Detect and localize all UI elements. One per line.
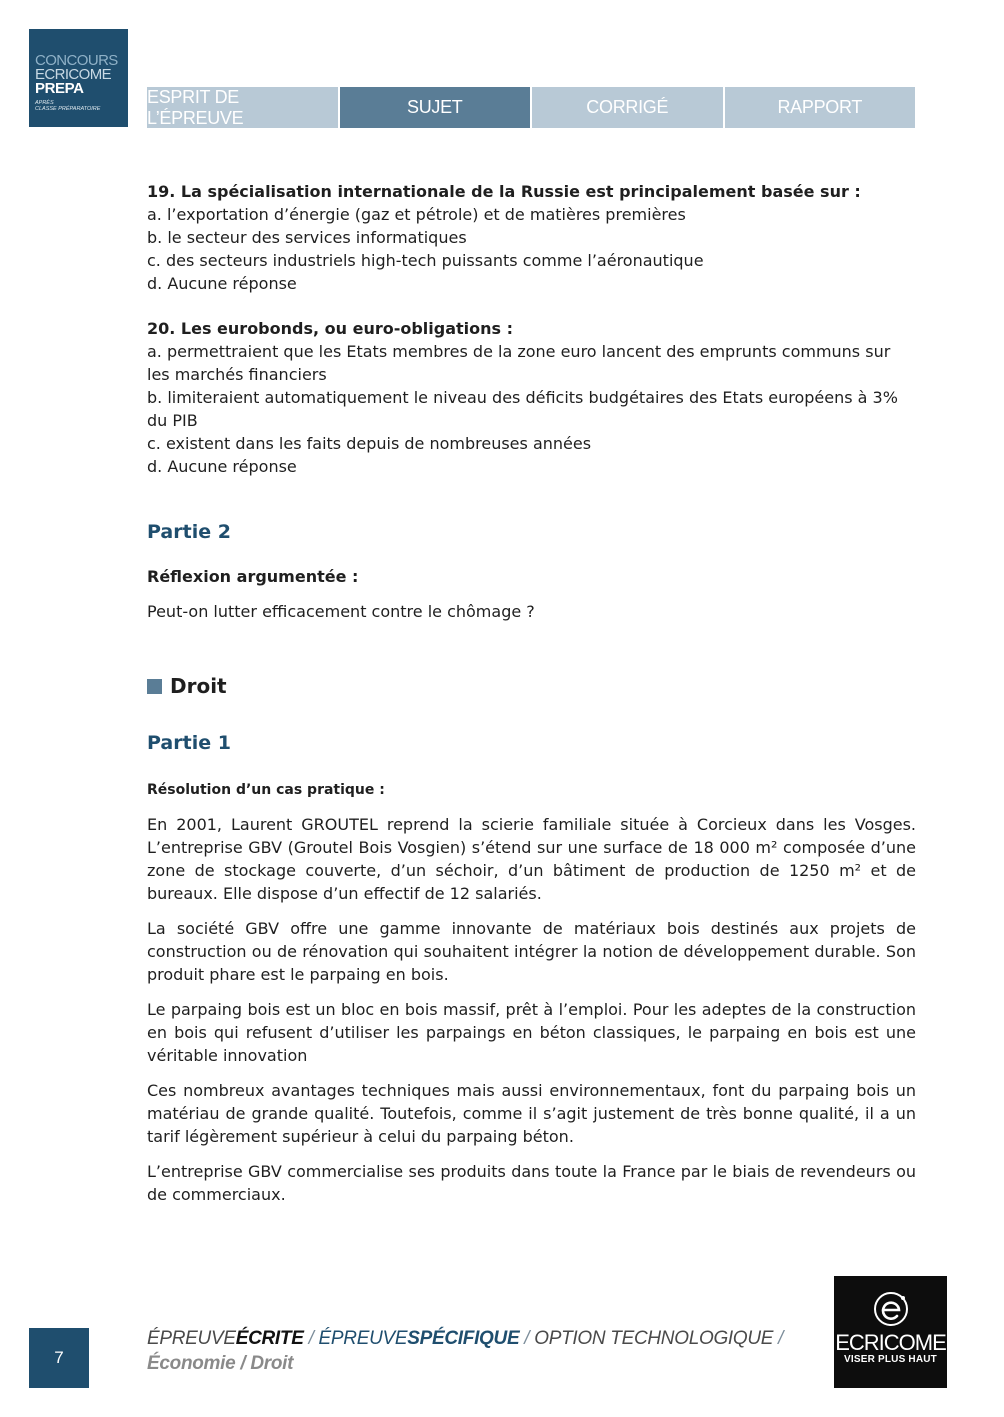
paragraph: En 2001, Laurent GROUTEL reprend la scierie familiale située à Corcieux dans les Vosges. L’entreprise GBV (Groutel Bois Vosgien) s’étend sur une surface de 18 000 m² composée d’une zone de stockage couverte, d’un séchoir, d’un bâtiment de production de 1250 m² et de bureaux. Elle dispose d’un effectif de 12 salariés. <box>147 815 916 903</box>
paragraph: La société GBV offre une gamme innovante de matériaux bois destinés aux projets de construction ou de rénovation qui souhaitent intégrer la notion de développement durable. Son produit phare est le parpaing en bois. <box>147 919 916 984</box>
footer-separator: / <box>773 1328 784 1349</box>
logo-line-concours: CONCOURS <box>35 52 118 69</box>
footer-option: OPTION TECHNOLOGIQUE <box>534 1328 774 1349</box>
answer-option: a. permettraient que les Etats membres de la zone euro lancent des emprunts communs sur les marchés financiers <box>147 342 891 384</box>
reflexion-label: Réflexion argumentée : <box>147 567 359 586</box>
square-bullet-icon <box>147 679 162 694</box>
droit-heading <box>147 673 916 699</box>
footer-title <box>147 1326 807 1376</box>
page-number: 7 <box>29 1328 89 1388</box>
logo-line-apres: APRÈS <box>35 100 54 106</box>
concours-ecricome-logo <box>29 29 128 127</box>
partie-1-heading: Partie 1 <box>147 732 231 754</box>
answer-option: b. limiteraient automatiquement le niveau des déficits budgétaires des Etats européens à 3% du PIB <box>147 388 898 430</box>
ecricome-e-icon <box>872 1290 910 1328</box>
question-19 <box>147 180 916 295</box>
paragraph: Ces nombreux avantages techniques mais aussi environnementaux, font du parpaing bois un matériau de grande qualité. Toutefois, comme il s’agit justement de très bonne qualité, il a un tarif légèrement supérieur à celui du parpaing béton. <box>147 1081 916 1146</box>
tab-sujet[interactable]: SUJET <box>340 87 531 128</box>
paragraph: Le parpaing bois est un bloc en bois massif, prêt à l’emploi. Pour les adeptes de la construction en bois qui refusent d’utiliser les parpaings en béton classiques, le parpaing en bois est une véritable innovation <box>147 1000 916 1065</box>
tab-corrige[interactable]: CORRIGÉ <box>532 87 723 128</box>
document-content <box>147 180 916 1218</box>
logo-name: ECRICOME <box>835 1330 946 1355</box>
answer-option: c. existent dans les faits depuis de nombreuses années <box>147 434 592 453</box>
logo-line-ecricome: ECRICOME <box>35 66 112 83</box>
footer-epreuve-2: ÉPREUVE <box>318 1328 408 1349</box>
case-study-text <box>147 813 916 1206</box>
partie-2-heading: Partie 2 <box>147 521 231 543</box>
footer-separator: / <box>303 1328 319 1349</box>
footer-specifique: SPÉCIFIQUE <box>407 1328 520 1349</box>
answer-option: d. Aucune réponse <box>147 274 297 293</box>
answer-option: d. Aucune réponse <box>147 457 297 476</box>
logo-tagline: VISER PLUS HAUT <box>843 1354 937 1365</box>
footer-epreuve: ÉPREUVE <box>147 1328 236 1349</box>
logo-line-classe: CLASSE PRÉPARATOIRE <box>35 106 101 112</box>
paragraph: L’entreprise GBV commercialise ses produits dans toute la France par le biais de revendeurs ou de commerciaux. <box>147 1162 916 1204</box>
footer-ecrite: ÉCRITE <box>235 1328 304 1349</box>
answer-option: b. le secteur des services informatiques <box>147 228 467 247</box>
reflexion-question: Peut-on lutter efficacement contre le chômage ? <box>147 602 535 621</box>
question-20 <box>147 317 916 478</box>
logo-line-prepa: PREPA <box>35 80 84 97</box>
section-tabs <box>147 87 915 128</box>
tab-rapport[interactable]: RAPPORT <box>725 87 916 128</box>
question-title: 20. Les eurobonds, ou euro-obligations : <box>147 319 514 338</box>
tab-esprit-epreuve[interactable]: ESPRIT DE L’ÉPREUVE <box>147 87 338 128</box>
answer-option: a. l’exportation d’énergie (gaz et pétrole) et de matières premières <box>147 205 686 224</box>
footer-line-2: Économie / Droit <box>147 1353 294 1374</box>
footer-separator: / <box>519 1328 535 1349</box>
ecricome-logo <box>834 1276 947 1388</box>
footer-line-1 <box>147 1326 807 1351</box>
answer-option: c. des secteurs industriels high-tech puissants comme l’aéronautique <box>147 251 704 270</box>
cas-pratique-label: Résolution d’un cas pratique : <box>147 782 385 798</box>
droit-heading-text: Droit <box>170 674 227 698</box>
question-title: 19. La spécialisation internationale de la Russie est principalement basée sur : <box>147 182 861 201</box>
